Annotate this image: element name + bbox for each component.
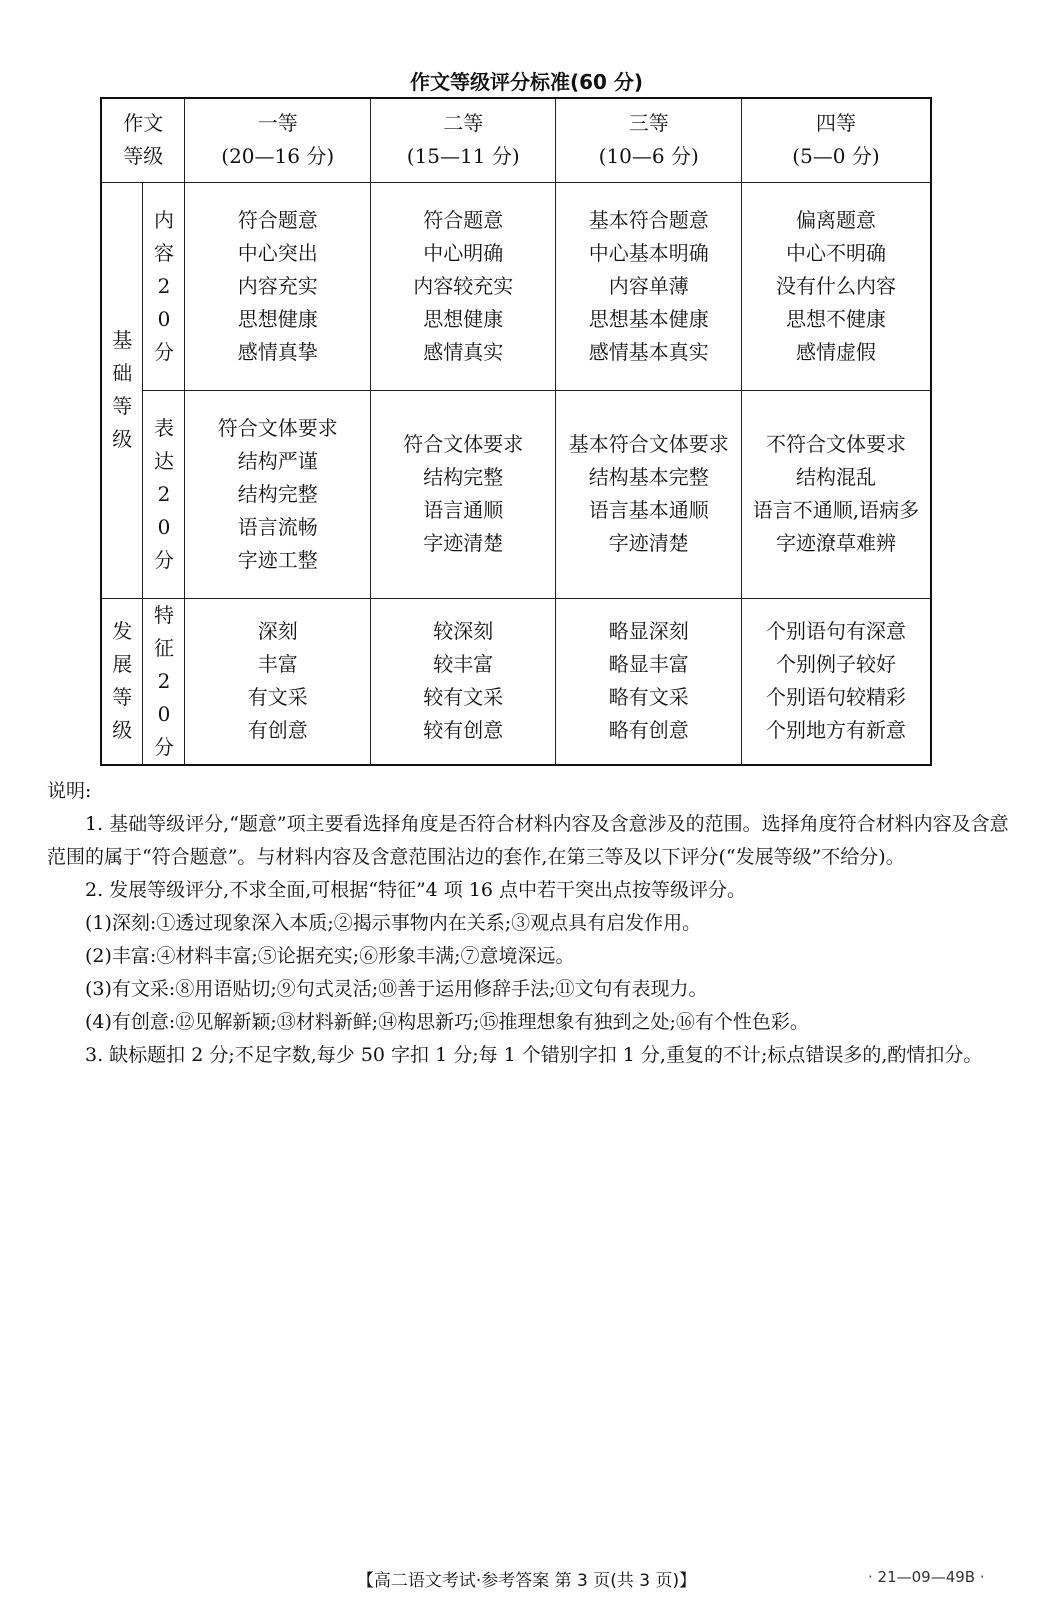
feature-cell: 个别语句有深意 个别例子较好 个别语句较精彩 个别地方有新意 [741, 598, 931, 765]
content-cell: 符合题意 中心明确 内容较充实 思想健康 感情真实 [370, 182, 556, 390]
grade-header-1: 一等 (20—16 分) [185, 98, 371, 182]
table-row [101, 390, 931, 598]
note-paragraph: (4)有创意:⑫见解新颖;⑬材料新鲜;⑭构思新巧;⑮推理想象有独到之处;⑯有个性色彩。 [85, 1011, 809, 1033]
basic-level-label: 基础等级 [101, 182, 143, 598]
feature-cell: 略显深刻 略显丰富 略有文采 略有创意 [556, 598, 742, 765]
table-header-row [101, 98, 931, 182]
table-row [101, 182, 931, 390]
page-title: 作文等级评分标准(60 分) [409, 70, 644, 94]
notes-heading: 说明: [47, 780, 92, 802]
note-paragraph: (1)深刻:①透过现象深入本质;②揭示事物内在关系;③观点具有启发作用。 [85, 912, 702, 934]
table-row [101, 598, 931, 765]
expression-cell: 基本符合文体要求 结构基本完整 语言基本通顺 字迹清楚 [556, 390, 742, 598]
expression-cell: 不符合文体要求 结构混乱 语言不通顺,语病多 字迹潦草难辨 [741, 390, 931, 598]
feature-label: 特征20分 [143, 598, 185, 765]
note-paragraph: (2)丰富:④材料丰富;⑤论据充实;⑥形象丰满;⑦意境深远。 [85, 945, 575, 967]
corner-cell: 作文 等级 [101, 98, 185, 182]
expression-cell: 符合文体要求 结构严谨 结构完整 语言流畅 字迹工整 [185, 390, 371, 598]
expression-cell: 符合文体要求 结构完整 语言通顺 字迹清楚 [370, 390, 556, 598]
development-level-label: 发展等级 [101, 598, 143, 765]
page-footer: 【高二语文考试·参考答案 第 3 页(共 3 页)】 [356, 1571, 697, 1591]
grade-header-4: 四等 (5—0 分) [741, 98, 931, 182]
grading-table [100, 97, 932, 766]
note-paragraph: 1. 基础等级评分,“题意”项主要看选择角度是否符合材料内容及含意涉及的范围。选择角度符合材料内容及含意范围的属于“符合题意”。与材料内容及含意范围沾边的套作,在第三等及以下评分(“发展等级”不给分)。 [47, 813, 1009, 868]
feature-cell: 深刻 丰富 有文采 有创意 [185, 598, 371, 765]
content-label: 内容20分 [143, 182, 185, 390]
document-code: · 21—09—49B · [868, 1568, 985, 1586]
note-paragraph: (3)有文采:⑧用语贴切;⑨句式灵活;⑩善于运用修辞手法;⑪文句有表现力。 [85, 978, 708, 1000]
content-cell: 基本符合题意 中心基本明确 内容单薄 思想基本健康 感情基本真实 [556, 182, 742, 390]
notes-section [47, 775, 1012, 1072]
feature-cell: 较深刻 较丰富 较有文采 较有创意 [370, 598, 556, 765]
expression-label: 表达20分 [143, 390, 185, 598]
content-cell: 偏离题意 中心不明确 没有什么内容 思想不健康 感情虚假 [741, 182, 931, 390]
note-paragraph: 2. 发展等级评分,不求全面,可根据“特征”4 项 16 点中若干突出点按等级评分。 [85, 879, 747, 901]
note-paragraph: 3. 缺标题扣 2 分;不足字数,每少 50 字扣 1 分;每 1 个错别字扣 1 分,重复的不计;标点错误多的,酌情扣分。 [85, 1044, 983, 1066]
grade-header-3: 三等 (10—6 分) [556, 98, 742, 182]
grade-header-2: 二等 (15—11 分) [370, 98, 556, 182]
content-cell: 符合题意 中心突出 内容充实 思想健康 感情真挚 [185, 182, 371, 390]
